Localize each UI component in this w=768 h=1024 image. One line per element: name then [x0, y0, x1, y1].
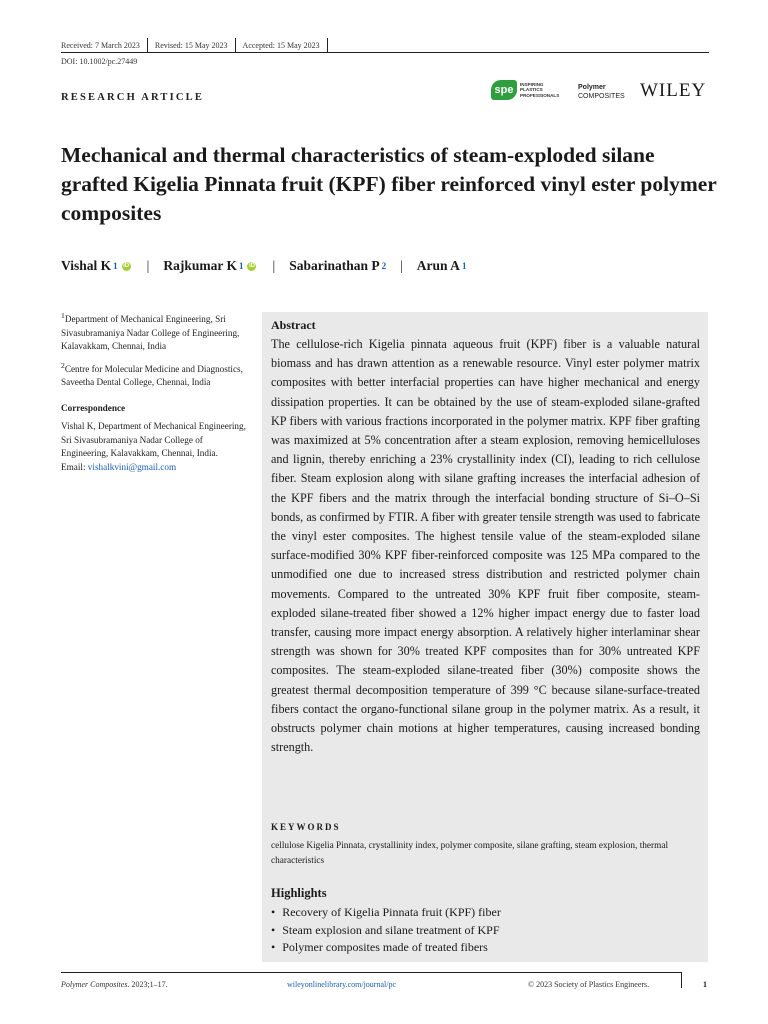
author-name[interactable]: Rajkumar K: [163, 258, 237, 273]
correspondence-heading: Correspondence: [61, 402, 126, 413]
author-affiliation-mark: 2: [381, 261, 387, 271]
divider: [235, 38, 236, 52]
header-rule: [61, 52, 709, 53]
page-number: 1: [703, 980, 707, 989]
orcid-icon[interactable]: iD: [123, 262, 130, 269]
accepted-date: Accepted: 15 May 2023: [242, 40, 320, 50]
received-date: Received: 7 March 2023: [61, 40, 140, 50]
keywords-text: cellulose Kigelia Pinnata, crystallinity index, polymer composite, silane grafting, steam explosion, thermal characteristics: [271, 841, 669, 866]
correspondence-text: Vishal K, Department of Mechanical Engineering, Sri Sivasubramaniya Nadar College of Engineering, Kalavakkam, Chennai, India. Email: vishalkvini@gmail.com: [61, 421, 246, 472]
keywords-heading: KEYWORDS: [271, 822, 341, 832]
affiliation: $^1$Department of Mechanical Engineering, Sri Sivasubramaniya Nadar College of Engineering, Kalavakkam, Chennai, India: [61, 311, 240, 352]
author-affiliation-mark: 1: [113, 261, 118, 271]
revised-date: Revised: 15 May 2023: [154, 40, 228, 50]
author-separator: |: [146, 258, 150, 273]
spe-logo: [491, 80, 559, 100]
author-affiliation-mark: 1: [238, 261, 244, 271]
author-name[interactable]: Sabarinathan P: [289, 258, 380, 273]
footer-copyright: © 2023 Society of Plastics Engineers.: [528, 980, 650, 989]
highlights-heading: Highlights: [271, 886, 327, 900]
author-separator: |: [400, 258, 403, 273]
doi[interactable]: DOI: 10.1002/pc.27449: [61, 57, 138, 66]
highlight-item: • Steam explosion and silane treatment of KPF: [271, 922, 501, 940]
author-affiliation-mark: 1: [461, 261, 467, 271]
affiliations-column: [61, 309, 251, 474]
spe-logo-mark: spe: [491, 80, 517, 100]
journal-logo: Polymer COMPOSITES: [578, 84, 625, 100]
footer-divider: [681, 972, 682, 988]
abstract-text: The cellulose-rich Kigelia pinnata aqueous fruit (KPF) fiber is a valuable natural biomass and has drawn attention as a renewable resource. Vinyl ester polymer matrix composites with better interfacial properties can have higher mechanical and energy dissipation properties. It can be obtained by the use of steam-exploded silane-grafted KP fibers with various fractions incorporated in the polymer matrix. KPF fiber grafting was maximized at 5% concentration after a steam explosion, removing hemicelluloses and lignin, thereby enriching a 23% crystallinity index (CI), leading to rich cellulose fiber. Steam explosion along with silane grafting increases the interfacial adhesion of the KPF fibers and the matrix through the interfacial bonding structure of Si–O–Si bonds, as confirmed by FTIR. A fiber with greater tensile strength was used to fabricate the vinyl ester composites. The highest tensile value of the steam-exploded silane surface-modified 30% KPF fiber-reinforced composite was 125 MPa compared to the unmodified one due to increased stress distribution and restricted polymer chain movements. Compared to the untreated 30% KPF fruit fiber composite, steam-exploded silane-treated fiber showed a 12% higher impact energy due to faster load transfer, causing more impact energy absorption. A relatively higher interlaminar shear strength was shown for 30% treated KPF composites than for 30% untreated KPF composites. The steam-exploded silane-treated fiber (30%) composite shows the greatest thermal decomposition temperature of 399 °C because silane-surface-treated fibers contact the organo-functional silane group in the polymer matrix. As a result, it obstructs polymer chain motions at higher temperatures, causing increased bonding strength.: [271, 337, 700, 755]
spe-logo-text: INSPIRING PLASTICS PROFESSIONALS: [520, 81, 560, 98]
email-link[interactable]: vishalkvini@gmail.com: [87, 461, 177, 472]
author-name[interactable]: Arun A: [416, 258, 460, 273]
publisher-logo: WILEY: [640, 80, 707, 101]
affiliation: $^2$Centre for Molecular Medicine and Diagnostics, Saveetha Dental College, Chennai, India: [61, 360, 243, 388]
article-dates: [61, 38, 335, 52]
article-title: Mechanical and thermal characteristics of steam-exploded silane grafted Kigelia Pinnata fruit (KPF) fiber reinforced vinyl ester polymer composites: [61, 143, 717, 225]
footer-url[interactable]: wileyonlinelibrary.com/journal/pc: [287, 980, 397, 989]
section-label: RESEARCH ARTICLE: [61, 92, 205, 103]
divider: [147, 38, 148, 52]
author-name[interactable]: Vishal K: [61, 258, 112, 273]
author-list: [61, 258, 466, 274]
footer-rule: [61, 972, 681, 973]
highlights-list: [271, 904, 501, 957]
abstract-heading: Abstract: [271, 318, 316, 332]
orcid-icon[interactable]: iD: [248, 262, 255, 269]
highlight-item: • Recovery of Kigelia Pinnata fruit (KPF) fiber: [271, 904, 501, 922]
footer-citation: Polymer Composites. 2023;1–17.: [61, 980, 168, 989]
divider: [327, 38, 328, 52]
author-separator: |: [272, 258, 276, 273]
highlight-item: • Polymer composites made of treated fibers: [271, 939, 501, 957]
